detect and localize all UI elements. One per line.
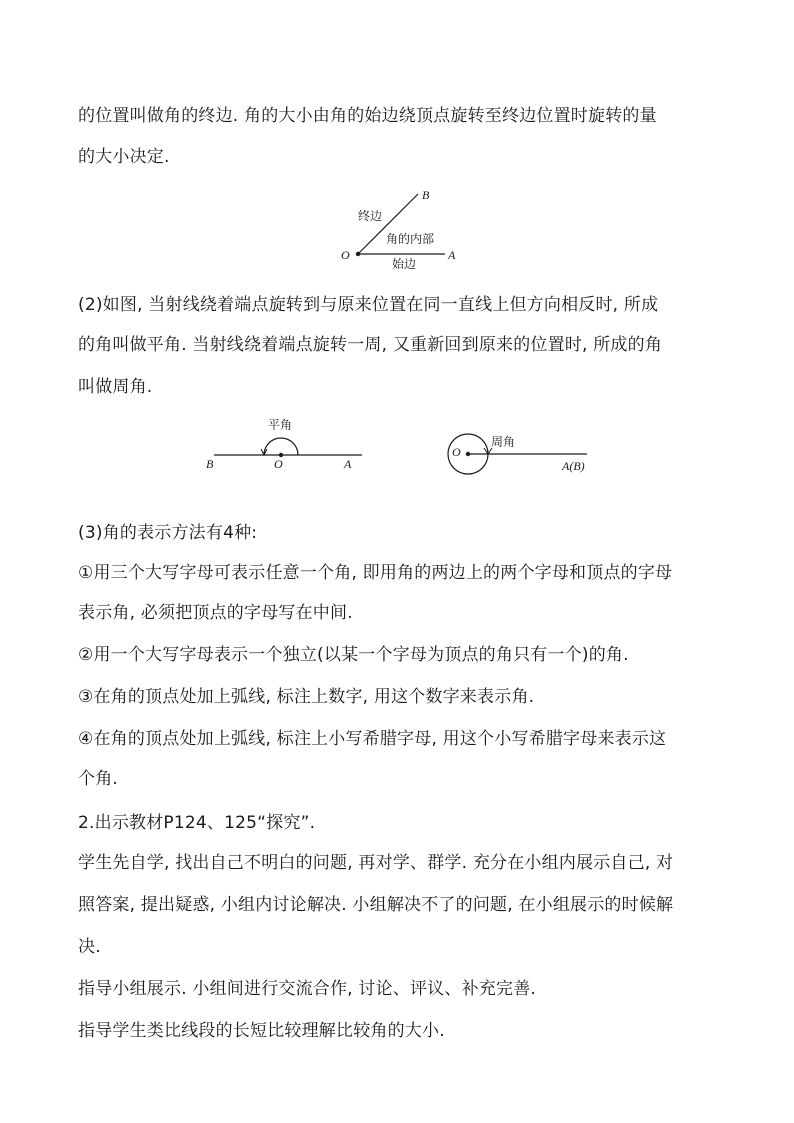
vertex-o-label: O bbox=[452, 445, 461, 459]
straight-angle-label: 平角 bbox=[268, 418, 293, 432]
vertex-o-label: O bbox=[274, 457, 283, 471]
round-angle-figure bbox=[440, 428, 600, 478]
paragraph-line: 照答案, 提出疑惑, 小组内讨论解决. 小组解决不了的问题, 在小组展示的时候解 bbox=[78, 895, 674, 915]
paragraph-line: 决. bbox=[78, 937, 101, 957]
paragraph-line: 的角叫做平角. 当射线绕着端点旋转一周, 又重新回到原来的位置时, 所成的角 bbox=[78, 335, 663, 355]
point-b-label: B bbox=[422, 188, 430, 202]
paragraph-line: 学生先自学, 找出自己不明白的问题, 再对学、群学. 充分在小组内展示自己, 对 bbox=[78, 853, 674, 873]
vertex-o-label: O bbox=[341, 248, 350, 262]
terminal-side-label: 终边 bbox=[358, 209, 383, 223]
paragraph-line: 的位置叫做角的终边. 角的大小由角的始边绕顶点旋转至终边位置时旋转的量 bbox=[78, 106, 657, 126]
list-item: ①用三个大写字母可表示任意一个角, 即用角的两边上的两个字母和顶点的字母 bbox=[78, 563, 673, 583]
section-heading: 2.出示教材P124、125“探究”. bbox=[78, 813, 316, 833]
paragraph-line: 叫做周角. bbox=[78, 377, 153, 397]
paragraph-line: (3)角的表示方法有4种: bbox=[78, 523, 258, 543]
list-item: ③在角的顶点处加上弧线, 标注上数字, 用这个数字来表示角. bbox=[78, 687, 535, 707]
interior-label: 角的内部 bbox=[386, 232, 435, 246]
point-b-label: B bbox=[206, 457, 214, 471]
point-a-label: A bbox=[448, 248, 456, 262]
initial-side-label: 始边 bbox=[392, 257, 417, 271]
list-item: 表示角, 必须把顶点的字母写在中间. bbox=[78, 603, 353, 623]
point-a-label: A bbox=[344, 457, 352, 471]
straight-angle-figure bbox=[200, 410, 370, 475]
point-ab-label: A(B) bbox=[562, 459, 585, 473]
list-item: ②用一个大写字母表示一个独立(以某一个字母为顶点的角只有一个)的角. bbox=[78, 645, 629, 665]
round-angle-label: 周角 bbox=[491, 435, 516, 449]
paragraph-line: 指导小组展示. 小组间进行交流合作, 讨论、评议、补充完善. bbox=[78, 979, 537, 999]
list-item: ④在角的顶点处加上弧线, 标注上小写希腊字母, 用这个小写希腊字母来表示这 bbox=[78, 729, 667, 749]
paragraph-line: 指导学生类比线段的长短比较理解比较角的大小. bbox=[78, 1021, 445, 1041]
paragraph-line: 的大小决定. bbox=[78, 147, 170, 167]
paragraph-line: (2)如图, 当射线绕着端点旋转到与原来位置在同一直线上但方向相反时, 所成 bbox=[78, 295, 659, 315]
angle-figure bbox=[330, 182, 470, 272]
list-item: 个角. bbox=[78, 769, 119, 789]
